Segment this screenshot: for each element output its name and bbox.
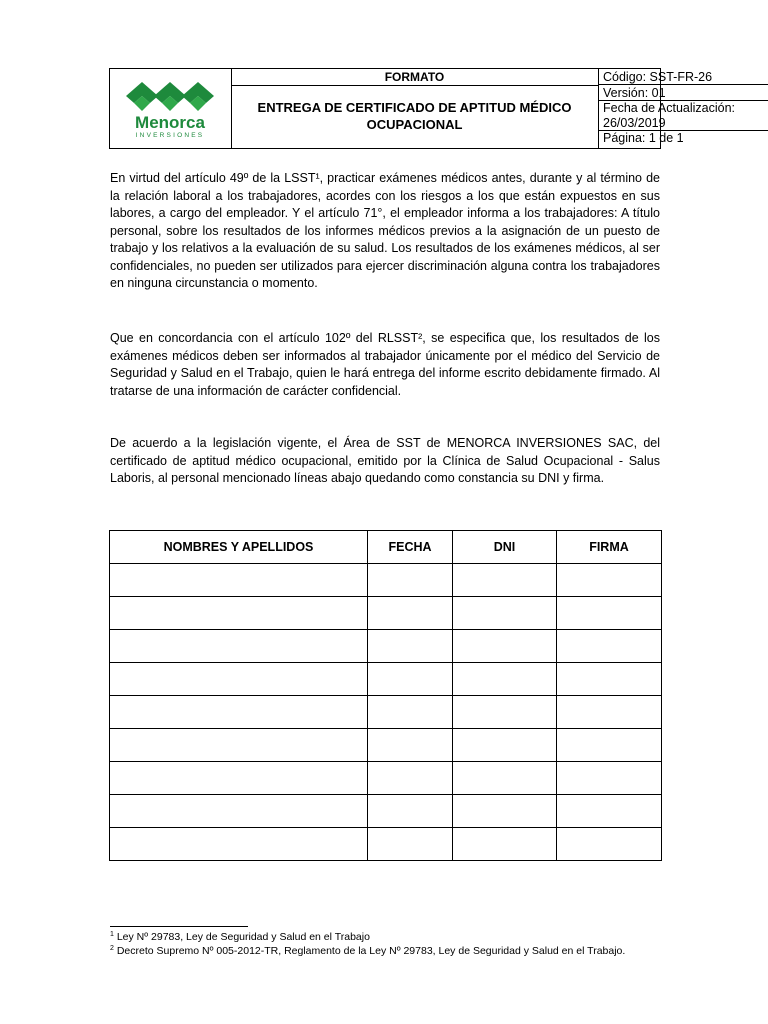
col-signature: FIRMA xyxy=(557,531,662,564)
cell-name[interactable] xyxy=(110,663,368,696)
table-row xyxy=(110,762,662,795)
table-row xyxy=(110,630,662,663)
cell-name[interactable] xyxy=(110,729,368,762)
menorca-logo xyxy=(110,69,231,148)
cell-dni[interactable] xyxy=(453,663,557,696)
cell-dni[interactable] xyxy=(453,795,557,828)
title-cell xyxy=(231,69,599,148)
cell-signature[interactable] xyxy=(557,663,662,696)
col-dni: DNI xyxy=(453,531,557,564)
cell-signature[interactable] xyxy=(557,630,662,663)
cell-date[interactable] xyxy=(368,828,453,861)
cell-name[interactable] xyxy=(110,762,368,795)
cell-name[interactable] xyxy=(110,828,368,861)
cell-date[interactable] xyxy=(368,762,453,795)
cell-signature[interactable] xyxy=(557,597,662,630)
cell-date[interactable] xyxy=(368,729,453,762)
cell-date[interactable] xyxy=(368,795,453,828)
footnote-2 xyxy=(110,945,650,958)
paragraph-1: En virtud del artículo 49º de la LSST¹, practicar exámenes médicos antes, durante y al término de la relación laboral a los trabajadores, acordes con los riesgos a los que están expuestos en sus labores, a cargo del empleador. Y el artículo 71°, el empleador informa a los trabajadores: A título personal, sobre los resultados de los informes médicos previos a la asignación de un puesto de trabajo y los relativos a la evaluación de su salud. Los resultados de los exámenes médicos, al ser confidenciales, no pueden ser utilizados para ejercer discriminación alguna contra los trabajadores en ninguna circunstancia o momento. xyxy=(110,171,660,290)
logo-cell xyxy=(110,69,232,148)
cell-name[interactable] xyxy=(110,696,368,729)
table-row xyxy=(110,828,662,861)
cell-name[interactable] xyxy=(110,630,368,663)
document-header xyxy=(109,68,736,149)
table-row xyxy=(110,729,662,762)
paragraph-3: De acuerdo a la legislación vigente, el Área de SST de MENORCA INVERSIONES SAC, del certificado de aptitud médico ocupacional, emitido por la Clínica de Salud Ocupacional - Salus Laboris, al personal mencionado líneas abajo quedando como constancia su DNI y firma. xyxy=(110,436,660,485)
footnote-text: Decreto Supremo Nº 005-2012-TR, Reglamento de la Ley Nº 29783, Ley de Seguridad y Salud en el Trabajo. xyxy=(116,945,626,957)
table-row xyxy=(110,696,662,729)
cell-name[interactable] xyxy=(110,795,368,828)
cell-dni[interactable] xyxy=(453,729,557,762)
cell-dni[interactable] xyxy=(453,696,557,729)
cell-dni[interactable] xyxy=(453,597,557,630)
logo-wordmark: Menorca xyxy=(135,113,205,132)
table-header-row xyxy=(110,531,662,564)
table-row xyxy=(110,564,662,597)
cell-signature[interactable] xyxy=(557,762,662,795)
update-date-cell xyxy=(599,101,768,131)
cell-date[interactable] xyxy=(368,564,453,597)
table-row xyxy=(110,795,662,828)
cell-signature[interactable] xyxy=(557,828,662,861)
doc-version: Versión: 01 xyxy=(599,85,768,101)
cell-signature[interactable] xyxy=(557,564,662,597)
format-label: FORMATO xyxy=(231,69,598,86)
update-date: 26/03/2019 xyxy=(603,116,666,130)
table-row xyxy=(110,663,662,696)
cell-date[interactable] xyxy=(368,630,453,663)
footnote-text: Ley Nº 29783, Ley de Seguridad y Salud en el Trabajo xyxy=(116,931,370,943)
cell-name[interactable] xyxy=(110,564,368,597)
cell-signature[interactable] xyxy=(557,729,662,762)
footnote-1 xyxy=(110,931,650,944)
col-date: FECHA xyxy=(368,531,453,564)
cell-dni[interactable] xyxy=(453,564,557,597)
footnote-separator xyxy=(110,926,248,927)
footnote-number: 2 xyxy=(110,945,114,952)
doc-code: Código: SST-FR-26 xyxy=(599,69,768,85)
table-row xyxy=(110,597,662,630)
cell-dni[interactable] xyxy=(453,630,557,663)
cell-date[interactable] xyxy=(368,597,453,630)
cell-signature[interactable] xyxy=(557,795,662,828)
cell-signature[interactable] xyxy=(557,696,662,729)
cell-name[interactable] xyxy=(110,597,368,630)
update-label: Fecha de Actualización: xyxy=(603,101,736,115)
paragraph-2: Que en concordancia con el artículo 102º del RLSST², se especifica que, los resultados de los exámenes médicos deben ser informados al trabajador únicamente por el médico del Servicio de Seguridad y Salud en el Trabajo, quien le hará entrega del informe escrito debidamente firmado. Al tratarse de una información de carácter confidencial. xyxy=(110,331,660,398)
cell-dni[interactable] xyxy=(453,828,557,861)
cell-dni[interactable] xyxy=(453,762,557,795)
metadata-cell xyxy=(599,69,768,148)
cell-date[interactable] xyxy=(368,663,453,696)
document-title: ENTREGA DE CERTIFICADO DE APTITUD MÉDICO OCUPACIONAL xyxy=(257,100,572,132)
delivery-register-table xyxy=(109,530,662,861)
logo-subtitle: INVERSIONES xyxy=(135,132,205,139)
col-names: NOMBRES Y APELLIDOS xyxy=(110,531,368,564)
page-number: Página: 1 de 1 xyxy=(603,131,684,145)
cell-date[interactable] xyxy=(368,696,453,729)
footnote-number: 1 xyxy=(110,931,114,938)
